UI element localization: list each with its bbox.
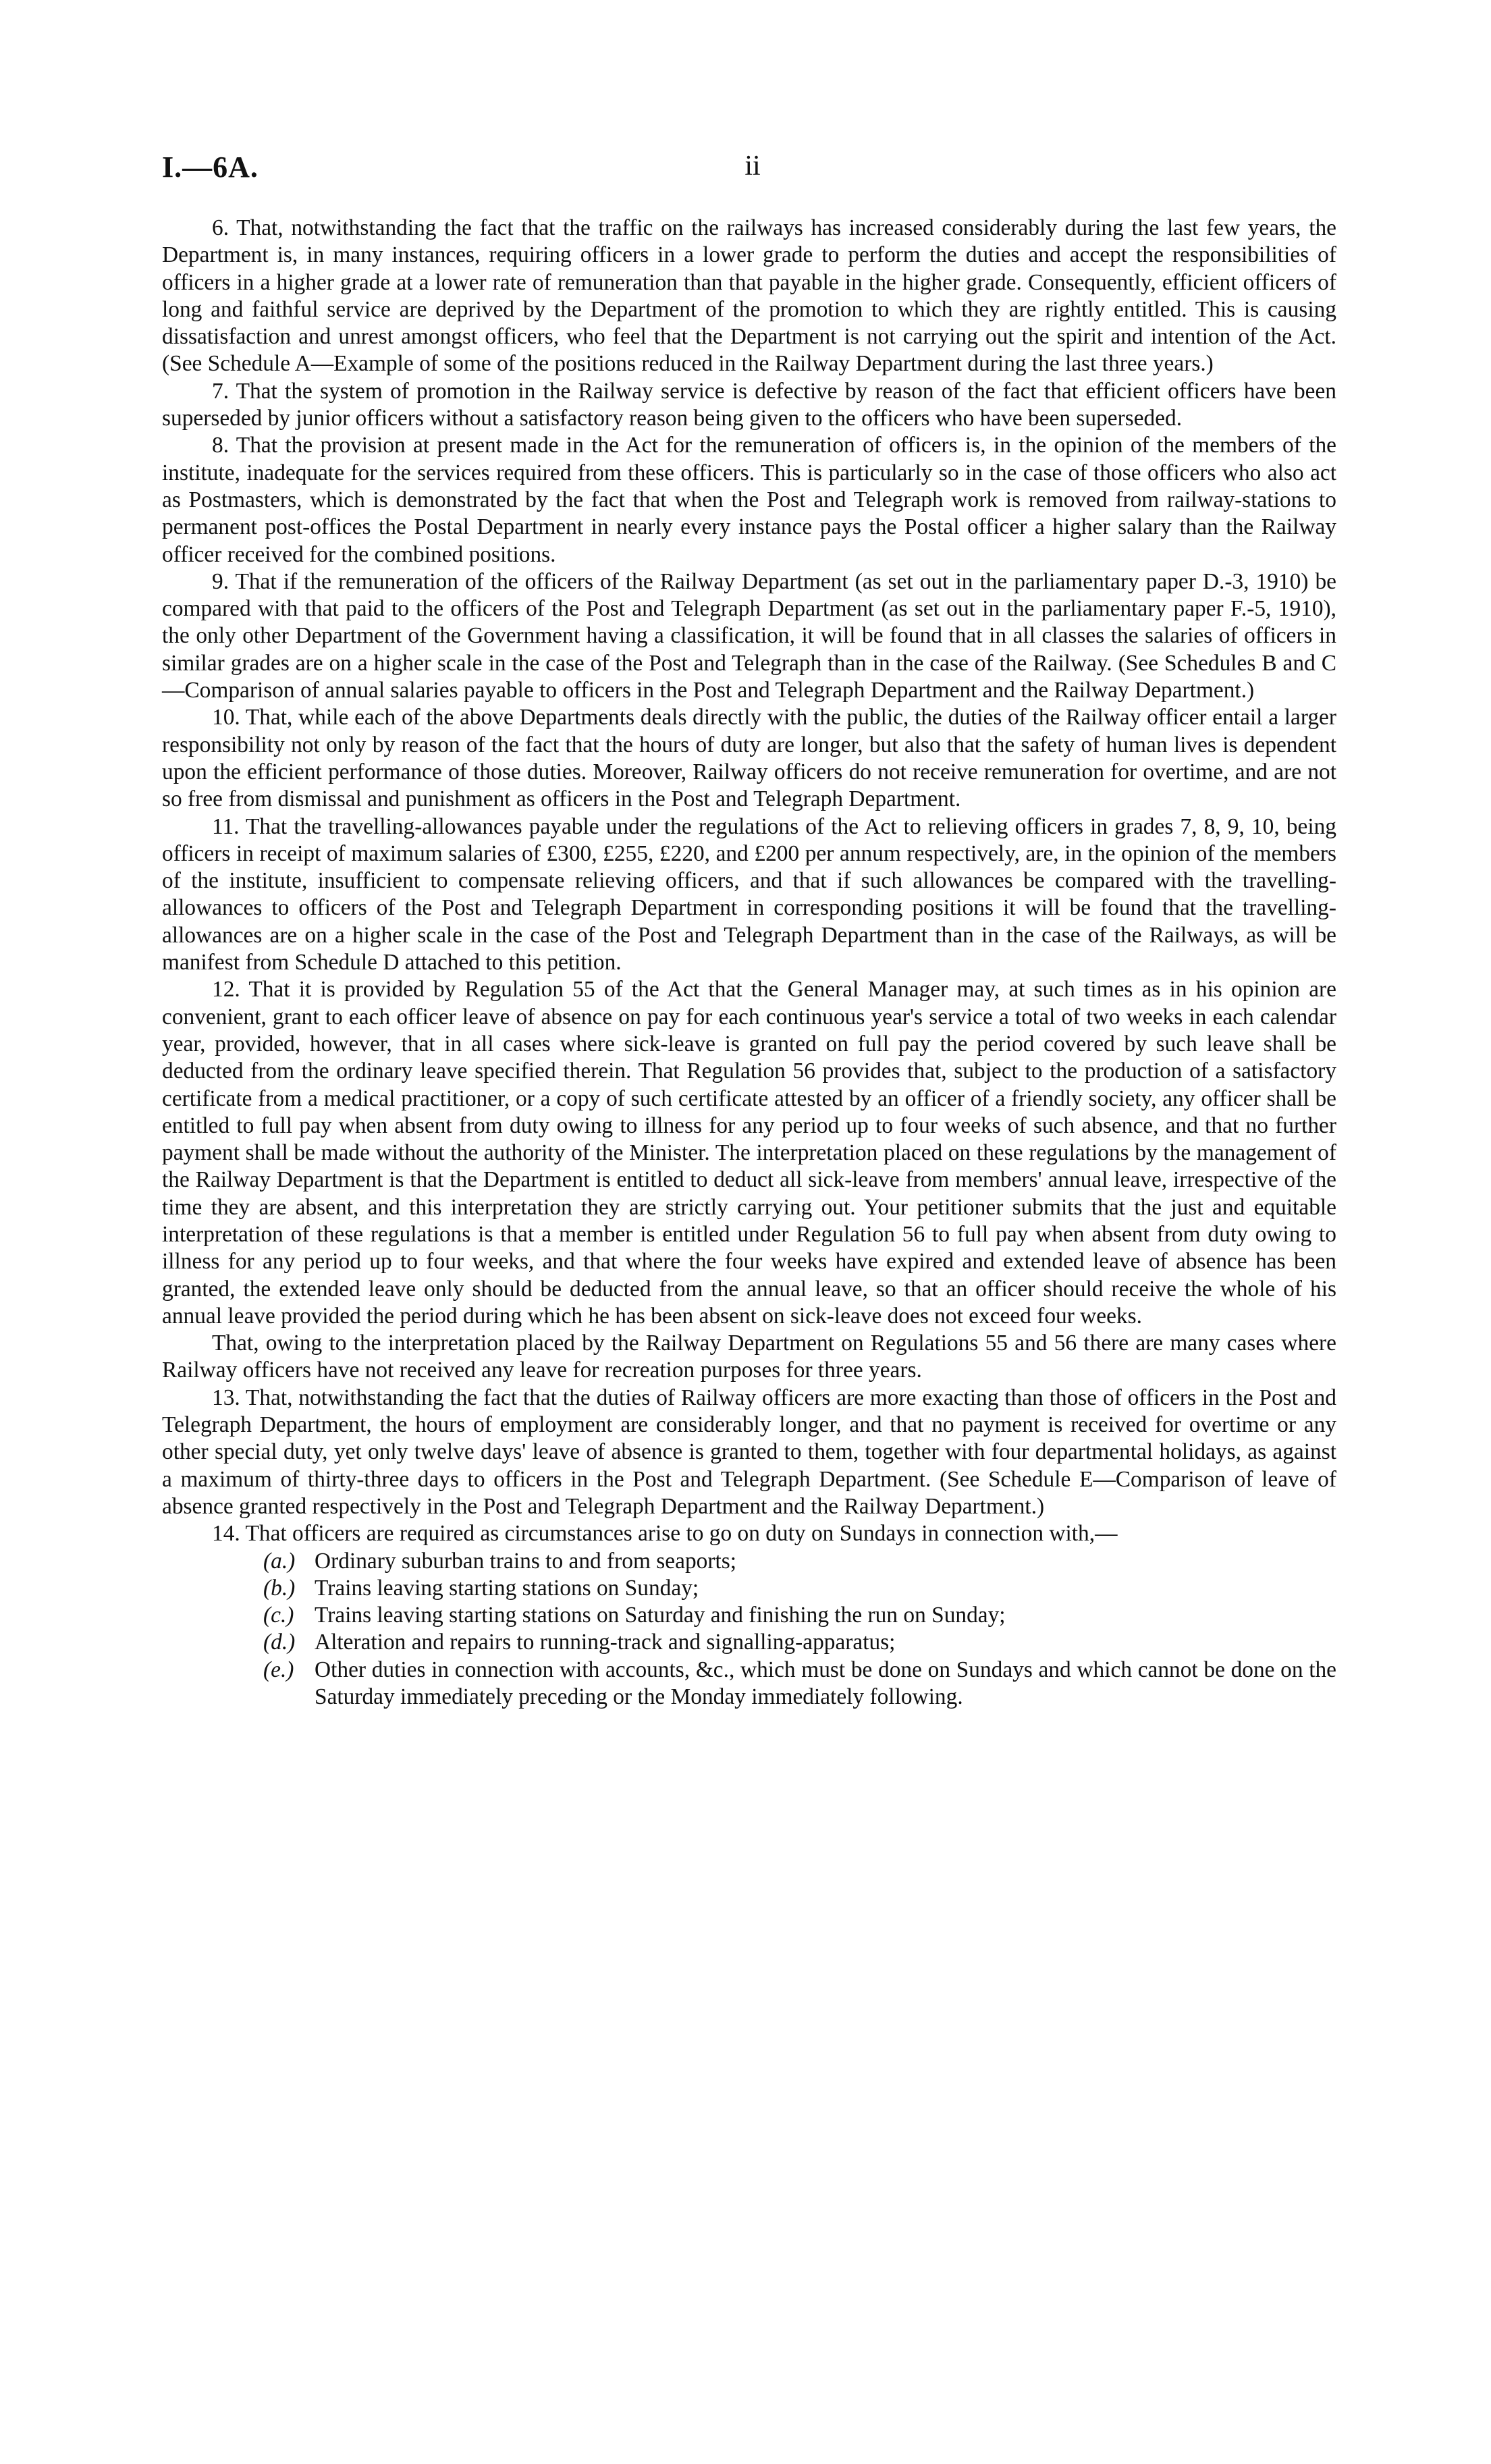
- list-item-marker: (a.): [263, 1548, 296, 1574]
- list-item: [263, 1548, 1336, 1575]
- list-item-marker: (e.): [263, 1657, 294, 1682]
- paragraph-11: 11. That the travelling-allowances payable under the regulations of the Act to relieving officers in grades 7, 8, 9, 10, being officers in receipt of maximum salaries of £300, £255, £220, and £200 per annum respectively, are, in the opinion of the members of the institute, insufficient to compensate relieving officers, and that if such allowances be compared with the travelling-allowances to officers of the Post and Telegraph Department in corresponding positions it will be found that the travelling-allowances are on a higher scale in the case of the Post and Telegraph Department than in the case of the Railways, as will be manifest from Schedule D attached to this petition.: [162, 813, 1336, 975]
- list-item-marker: (d.): [263, 1630, 296, 1655]
- body-text: [162, 215, 1336, 1711]
- list-item-marker: (c.): [263, 1603, 294, 1628]
- paragraph-7: 7. That the system of promotion in the Railway service is defective by reason of the fact that efficient officers have been superseded by junior officers without a satisfactory reason being given to the officers who have been superseded.: [162, 378, 1336, 431]
- list-item: [263, 1657, 1336, 1711]
- list-item-text: Other duties in connection with accounts, &c., which must be done on Sundays and which cannot be done on the Saturday immediately preceding or the Monday immediately following.: [315, 1657, 1336, 1710]
- sunday-duties-list: [162, 1548, 1336, 1711]
- list-item-text: Alteration and repairs to running-track and signalling-apparatus;: [315, 1630, 896, 1655]
- paragraph-8: 8. That the provision at present made in the Act for the remuneration of officers is, in the opinion of the members of the institute, inadequate for the services required from these officers. This is particularly so in the case of those officers who also act as Postmasters, which is demonstrated by the fact that when the Post and Telegraph work is removed from railway-stations to permanent post-offices the Postal Department in nearly every instance pays the Postal officer a higher salary than the Railway officer received for the combined positions.: [162, 433, 1336, 567]
- paragraph-12: 12. That it is provided by Regulation 55 of the Act that the General Manager may, at such times as in his opinion are convenient, grant to each officer leave of absence on pay for each continuous year's service a total of two weeks in each calendar year, provided, however, that in all cases where sick-leave is granted on full pay the period covered by such leave shall be deducted from the ordinary leave specified therein. That Regulation 56 provides that, subject to the production of a satisfactory certificate from a medical practitioner, or a copy of such certificate attested by an officer of a friendly society, any officer shall be entitled to full pay when absent from duty owing to illness for any period up to four weeks of such absence, and that no further payment shall be made without the authority of the Minister. The interpretation placed on these regulations by the management of the Railway Department is that the Department is entitled to deduct all sick-leave from members' annual leave, irrespective of the time they are absent, and this interpretation they are strictly carrying out. Your petitioner submits that the just and equitable interpretation of these regulations is that a member is entitled under Regulation 56 to full pay when absent from duty owing to illness for any period up to four weeks, and that where the four weeks have expired and extended leave of absence has been granted, the extended leave only should be deducted from the annual leave, so that an officer should receive the whole of his annual leave provided the period during which he has been absent on sick-leave does not exceed four weeks.: [162, 977, 1336, 1329]
- list-item-text: Trains leaving starting stations on Saturday and finishing the run on Sunday;: [315, 1603, 1006, 1628]
- page-number: ii: [744, 151, 761, 182]
- list-item: [263, 1629, 1336, 1656]
- page-header: [162, 150, 1343, 184]
- paragraph-13: 13. That, notwithstanding the fact that the duties of Railway officers are more exacting than those of officers in the Post and Telegraph Department, the hours of employment are considerably longer, and that no payment is received for overtime or any other special duty, yet only twelve days' leave of absence is granted to them, together with four departmental holidays, as against a maximum of thirty-three days to officers in the Post and Telegraph Department. (See Schedule E—Comparison of leave of absence granted respectively in the Post and Telegraph Department and the Railway Department.): [162, 1385, 1336, 1519]
- paragraph-12-continued: That, owing to the interpretation placed by the Railway Department on Regulations 55 and 56 there are many cases where Railway officers have not received any leave for recreation purposes for three years.: [162, 1331, 1336, 1383]
- list-item-text: Ordinary suburban trains to and from seaports;: [315, 1548, 736, 1574]
- list-item-text: Trains leaving starting stations on Sunday;: [315, 1575, 699, 1601]
- document-reference: I.—6A.: [162, 151, 259, 184]
- paragraph-10: 10. That, while each of the above Departments deals directly with the public, the duties of the Railway officer entail a larger responsibility not only by reason of the fact that the hours of duty are longer, but also that the safety of human lives is dependent upon the efficient performance of those duties. Moreover, Railway officers do not receive remuneration for overtime, and are not so free from dismissal and punishment as officers in the Post and Telegraph Department.: [162, 705, 1336, 812]
- list-item: [263, 1575, 1336, 1602]
- list-item-marker: (b.): [263, 1575, 296, 1601]
- paragraph-14: 14. That officers are required as circumstances arise to go on duty on Sundays in connection with,—: [212, 1521, 1118, 1547]
- list-item: [263, 1602, 1336, 1629]
- paragraph-6: 6. That, notwithstanding the fact that the traffic on the railways has increased considerably during the last few years, the Department is, in many instances, requiring officers in a lower grade to perform the duties and accept the responsibilities of officers in a higher grade at a lower rate of remuneration than that payable in the higher grade. Consequently, efficient officers of long and faithful service are deprived by the Department of the promotion to which they are rightly entitled. This is causing dissatisfaction and unrest amongst officers, who feel that the Department is not carrying out the spirit and intention of the Act. (See Schedule A—Example of some of the positions reduced in the Railway Department during the last three years.): [162, 215, 1336, 377]
- paragraph-9: 9. That if the remuneration of the officers of the Railway Department (as set out in the parliamentary paper D.-3, 1910) be compared with that paid to the officers of the Post and Telegraph Department (as set out in the parliamentary paper F.-5, 1910), the only other Department of the Government having a classification, it will be found that in all classes the salaries of officers in similar grades are on a higher scale in the case of the Post and Telegraph than in the case of the Railway. (See Schedules B and C—Comparison of annual salaries payable to officers in the Post and Telegraph Department and the Railway Department.): [162, 568, 1336, 703]
